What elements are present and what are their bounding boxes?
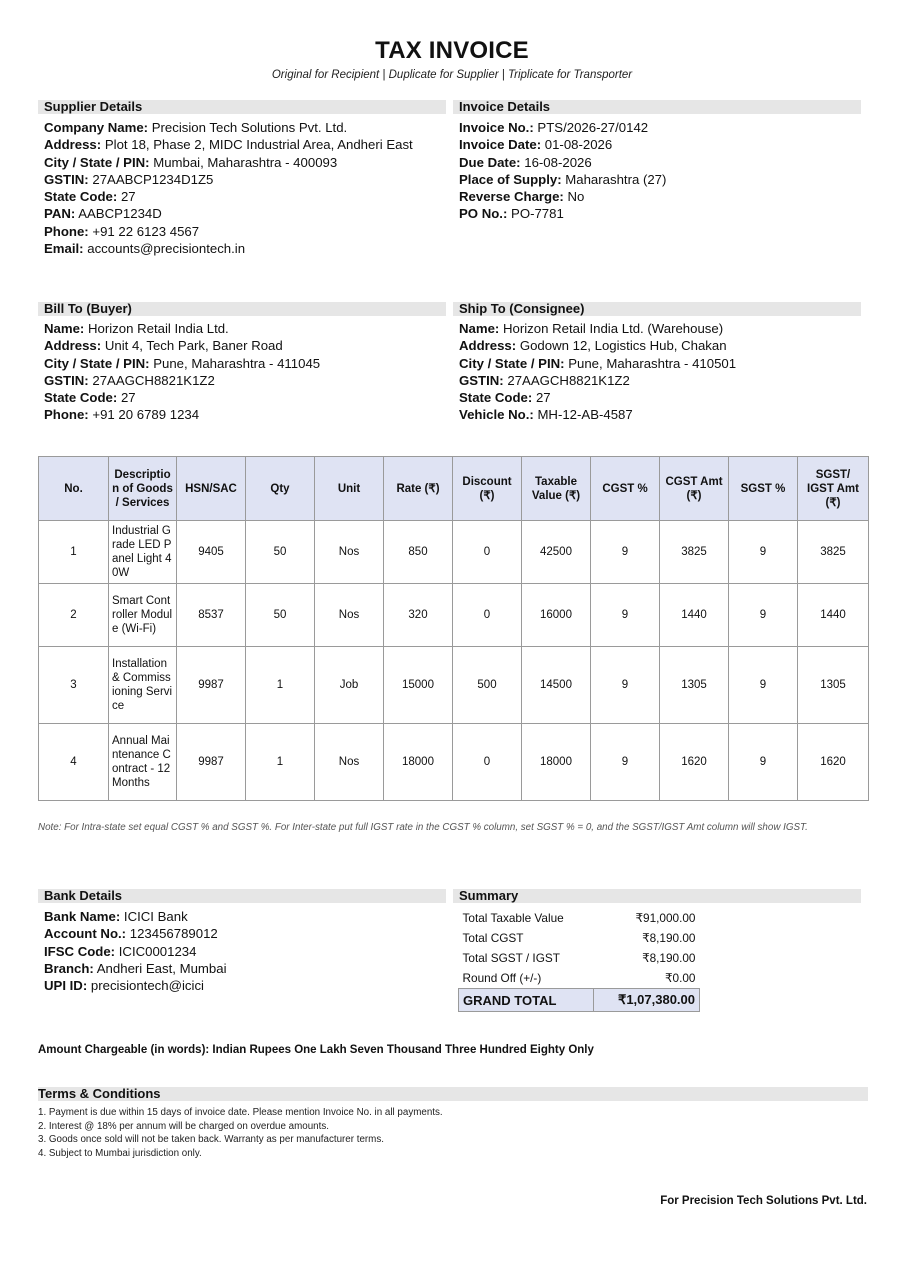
ship-to-field — [459, 355, 736, 372]
field-label: PO No.: — [459, 206, 508, 222]
field-value: Maharashtra (27) — [565, 171, 667, 187]
field-label: GSTIN: — [44, 372, 89, 388]
table-cell: 9 — [591, 521, 660, 584]
field-label: Branch: — [44, 960, 94, 976]
invoice-details — [459, 119, 666, 223]
table-cell: 18000 — [522, 724, 591, 801]
summary-row — [459, 968, 700, 989]
field-value: AABCP1234D — [78, 206, 162, 222]
bank-field — [44, 908, 227, 925]
field-label: Address: — [44, 338, 102, 354]
ship-to-field — [459, 389, 736, 406]
table-cell: 50 — [246, 584, 315, 647]
invoice-field — [459, 119, 666, 136]
bank-details — [44, 908, 227, 994]
table-cell: 9 — [591, 724, 660, 801]
field-label: Invoice Date: — [459, 137, 542, 153]
invoice-field — [459, 188, 666, 205]
field-value: accounts@precisiontech.in — [87, 241, 246, 257]
table-cell: 0 — [453, 584, 522, 647]
terms-heading: Terms & Conditions — [38, 1087, 868, 1101]
table-cell: 0 — [453, 724, 522, 801]
table-cell: 500 — [453, 647, 522, 724]
field-value: 27 — [120, 189, 136, 205]
table-cell: 320 — [384, 584, 453, 647]
field-value: 27AABCP1234D1Z5 — [92, 171, 214, 187]
field-value: 16-08-2026 — [524, 154, 592, 170]
tax-note: Note: For Intra-state set equal CGST % and SGST %. For Inter-state put full IGST rate in the CGST % column, set SGST % = 0, and the SGST/IGST Amt column will show IGST. — [38, 822, 808, 833]
field-value: +91 22 6123 4567 — [92, 223, 200, 239]
table-cell: Job — [315, 647, 384, 724]
bank-field — [44, 977, 227, 994]
table-cell: 1305 — [660, 647, 729, 724]
ship-to-field — [459, 406, 736, 423]
field-label: City / State / PIN: — [44, 154, 150, 170]
field-label: Phone: — [44, 223, 89, 239]
field-label: Company Name: — [44, 120, 149, 135]
table-cell: 9987 — [177, 724, 246, 801]
table-cell: 1 — [246, 724, 315, 801]
invoice-field — [459, 136, 666, 153]
table-cell: 850 — [384, 521, 453, 584]
grand-total-row — [459, 989, 700, 1012]
summary-label: Total CGST — [462, 931, 524, 945]
supplier-details — [44, 119, 413, 257]
table-cell: 0 — [453, 521, 522, 584]
table-cell: 8537 — [177, 584, 246, 647]
field-label: IFSC Code: — [44, 943, 116, 959]
ship-to-details — [459, 320, 736, 424]
table-cell: 16000 — [522, 584, 591, 647]
ship-to-field — [459, 337, 736, 354]
field-value: Godown 12, Logistics Hub, Chakan — [519, 338, 727, 354]
bill-to-field — [44, 337, 320, 354]
terms-item: 1. Payment is due within 15 days of invoice date. Please mention Invoice No. in all payments. — [38, 1107, 443, 1118]
table-cell: 15000 — [384, 647, 453, 724]
column-header: No. — [39, 457, 109, 521]
column-header: CGST % — [591, 457, 660, 521]
invoice-heading: Invoice Details — [453, 100, 861, 114]
bill-to-field — [44, 372, 320, 389]
summary-value: ₹8,190.00 — [642, 931, 696, 945]
summary-value: ₹8,190.00 — [642, 951, 696, 965]
field-label: Address: — [44, 137, 102, 153]
field-value: No — [567, 189, 585, 205]
table-cell: 9 — [729, 584, 798, 647]
column-header: Qty — [246, 457, 315, 521]
field-value: Mumbai, Maharashtra - 400093 — [153, 154, 338, 170]
summary-row — [459, 928, 700, 948]
field-value: Pune, Maharashtra - 410501 — [568, 355, 737, 371]
table-cell: 9405 — [177, 521, 246, 584]
field-value: precisiontech@icici — [90, 978, 204, 994]
ship-to-field — [459, 372, 736, 389]
field-label: State Code: — [459, 390, 533, 406]
field-label: Reverse Charge: — [459, 189, 564, 205]
table-cell: Nos — [315, 724, 384, 801]
field-label: State Code: — [44, 390, 118, 406]
field-value: Horizon Retail India Ltd. (Warehouse) — [502, 321, 724, 336]
column-header: SGST/ IGST Amt (₹) — [798, 457, 869, 521]
field-value: PO-7781 — [511, 206, 564, 222]
table-cell: 9 — [729, 521, 798, 584]
supplier-field — [44, 205, 413, 222]
table-cell: 1 — [39, 521, 109, 584]
column-header: Unit — [315, 457, 384, 521]
table-cell: 42500 — [522, 521, 591, 584]
field-label: Bank Name: — [44, 909, 121, 924]
column-header: CGST Amt (₹) — [660, 457, 729, 521]
field-value: Unit 4, Tech Park, Baner Road — [104, 338, 283, 354]
table-cell: 1305 — [798, 647, 869, 724]
field-value: 123456789012 — [129, 926, 218, 942]
bank-field — [44, 943, 227, 960]
supplier-field — [44, 240, 413, 257]
table-cell: 9 — [591, 647, 660, 724]
column-header: Description of Goods / Services — [109, 457, 177, 521]
field-value: PTS/2026-27/0142 — [537, 120, 649, 135]
signature-line: For Precision Tech Solutions Pvt. Ltd. — [660, 1195, 867, 1207]
grand-total-value: ₹1,07,380.00 — [593, 989, 699, 1012]
field-value: 27AAGCH8821K1Z2 — [92, 372, 215, 388]
table-header-row — [39, 457, 869, 521]
field-value: Precision Tech Solutions Pvt. Ltd. — [151, 120, 348, 135]
supplier-field — [44, 171, 413, 188]
invoice-field — [459, 154, 666, 171]
invoice-field — [459, 205, 666, 222]
table-cell: 3825 — [798, 521, 869, 584]
field-value: Horizon Retail India Ltd. — [87, 321, 229, 336]
field-label: Name: — [44, 321, 85, 336]
field-label: Place of Supply: — [459, 171, 562, 187]
field-value: Plot 18, Phase 2, MIDC Industrial Area, Andheri East — [104, 137, 413, 153]
ship-to-field — [459, 320, 736, 337]
table-cell: 18000 — [384, 724, 453, 801]
field-value: ICICI Bank — [123, 909, 188, 924]
column-header: Taxable Value (₹) — [522, 457, 591, 521]
table-cell: 9 — [729, 647, 798, 724]
field-value: 27AAGCH8821K1Z2 — [507, 372, 630, 388]
field-label: Account No.: — [44, 926, 127, 942]
bill-to-field — [44, 320, 320, 337]
table-cell: 3 — [39, 647, 109, 724]
table-cell: Nos — [315, 584, 384, 647]
summary-row — [459, 908, 700, 928]
table-cell: Nos — [315, 521, 384, 584]
table-cell: 9987 — [177, 647, 246, 724]
table-cell: Industrial Grade LED Panel Light 40W — [109, 521, 177, 584]
field-value: 27 — [120, 390, 136, 406]
summary-label: Total SGST / IGST — [462, 951, 560, 965]
table-row — [39, 521, 869, 584]
table-cell: 50 — [246, 521, 315, 584]
table-row — [39, 724, 869, 801]
bank-field — [44, 925, 227, 942]
bank-field — [44, 960, 227, 977]
table-row — [39, 584, 869, 647]
field-label: GSTIN: — [459, 372, 504, 388]
items-table — [38, 456, 869, 801]
field-label: Email: — [44, 241, 84, 257]
supplier-field — [44, 188, 413, 205]
table-cell: Installation & Commissioning Service — [109, 647, 177, 724]
summary-row — [459, 948, 700, 968]
table-cell: 9 — [729, 724, 798, 801]
summary-value: ₹0.00 — [665, 971, 696, 985]
document-subtitle: Original for Recipient | Duplicate for Supplier | Triplicate for Transporter — [271, 69, 633, 81]
supplier-field — [44, 223, 413, 240]
column-header: HSN/SAC — [177, 457, 246, 521]
field-label: Due Date: — [459, 154, 521, 170]
summary-table — [458, 908, 700, 1012]
bill-to-details — [44, 320, 320, 424]
column-header: Rate (₹) — [384, 457, 453, 521]
summary-heading: Summary — [453, 889, 861, 903]
document-title: TAX INVOICE — [375, 37, 529, 64]
field-value: MH-12-AB-4587 — [537, 407, 633, 423]
supplier-field — [44, 154, 413, 171]
supplier-field — [44, 136, 413, 153]
field-label: City / State / PIN: — [459, 355, 565, 371]
field-label: Invoice No.: — [459, 120, 534, 135]
summary-value: ₹91,000.00 — [635, 911, 696, 925]
summary-label: Round Off (+/-) — [462, 971, 542, 985]
field-label: Address: — [459, 338, 517, 354]
field-label: PAN: — [44, 206, 76, 222]
table-row — [39, 647, 869, 724]
field-label: State Code: — [44, 189, 118, 205]
grand-total-label: GRAND TOTAL — [459, 989, 594, 1012]
bill-to-field — [44, 355, 320, 372]
supplier-heading: Supplier Details — [38, 100, 446, 114]
field-label: City / State / PIN: — [44, 355, 150, 371]
table-cell: 2 — [39, 584, 109, 647]
bill-to-heading: Bill To (Buyer) — [38, 302, 446, 316]
field-value: 27 — [535, 390, 551, 406]
field-label: UPI ID: — [44, 978, 88, 994]
table-cell: 1620 — [798, 724, 869, 801]
field-value: 01-08-2026 — [544, 137, 613, 153]
field-value: Andheri East, Mumbai — [96, 960, 227, 976]
table-cell: 14500 — [522, 647, 591, 724]
field-value: +91 20 6789 1234 — [92, 407, 200, 423]
terms-item: 4. Subject to Mumbai jurisdiction only. — [38, 1148, 202, 1160]
summary-label: Total Taxable Value — [462, 911, 564, 925]
bill-to-field — [44, 389, 320, 406]
field-label: Phone: — [44, 407, 89, 423]
table-cell: 1620 — [660, 724, 729, 801]
terms-item: 3. Goods once sold will not be taken back. Warranty as per manufacturer terms. — [38, 1134, 384, 1146]
table-cell: 1440 — [660, 584, 729, 647]
column-header: SGST % — [729, 457, 798, 521]
column-header: Discount (₹) — [453, 457, 522, 521]
amount-in-words: Amount Chargeable (in words): Indian Rupees One Lakh Seven Thousand Three Hundred Eighty Only — [38, 1044, 594, 1056]
invoice-field — [459, 171, 666, 188]
field-label: Name: — [459, 321, 500, 336]
field-label: Vehicle No.: — [459, 407, 534, 423]
ship-to-heading: Ship To (Consignee) — [453, 302, 861, 316]
field-value: Pune, Maharashtra - 411045 — [153, 355, 321, 371]
table-cell: 3825 — [660, 521, 729, 584]
bank-heading: Bank Details — [38, 889, 446, 903]
terms-item: 2. Interest @ 18% per annum will be charged on overdue amounts. — [38, 1120, 329, 1132]
table-cell: 1 — [246, 647, 315, 724]
bill-to-field — [44, 406, 320, 423]
supplier-field — [44, 119, 413, 136]
table-cell: Annual Maintenance Contract - 12 Months — [109, 724, 177, 801]
field-label: GSTIN: — [44, 171, 89, 187]
terms-list — [38, 1106, 443, 1161]
table-cell: 9 — [591, 584, 660, 647]
table-cell: 4 — [39, 724, 109, 801]
field-value: ICIC0001234 — [118, 943, 197, 959]
table-cell: 1440 — [798, 584, 869, 647]
table-cell: Smart Controller Module (Wi-Fi) — [109, 584, 177, 647]
